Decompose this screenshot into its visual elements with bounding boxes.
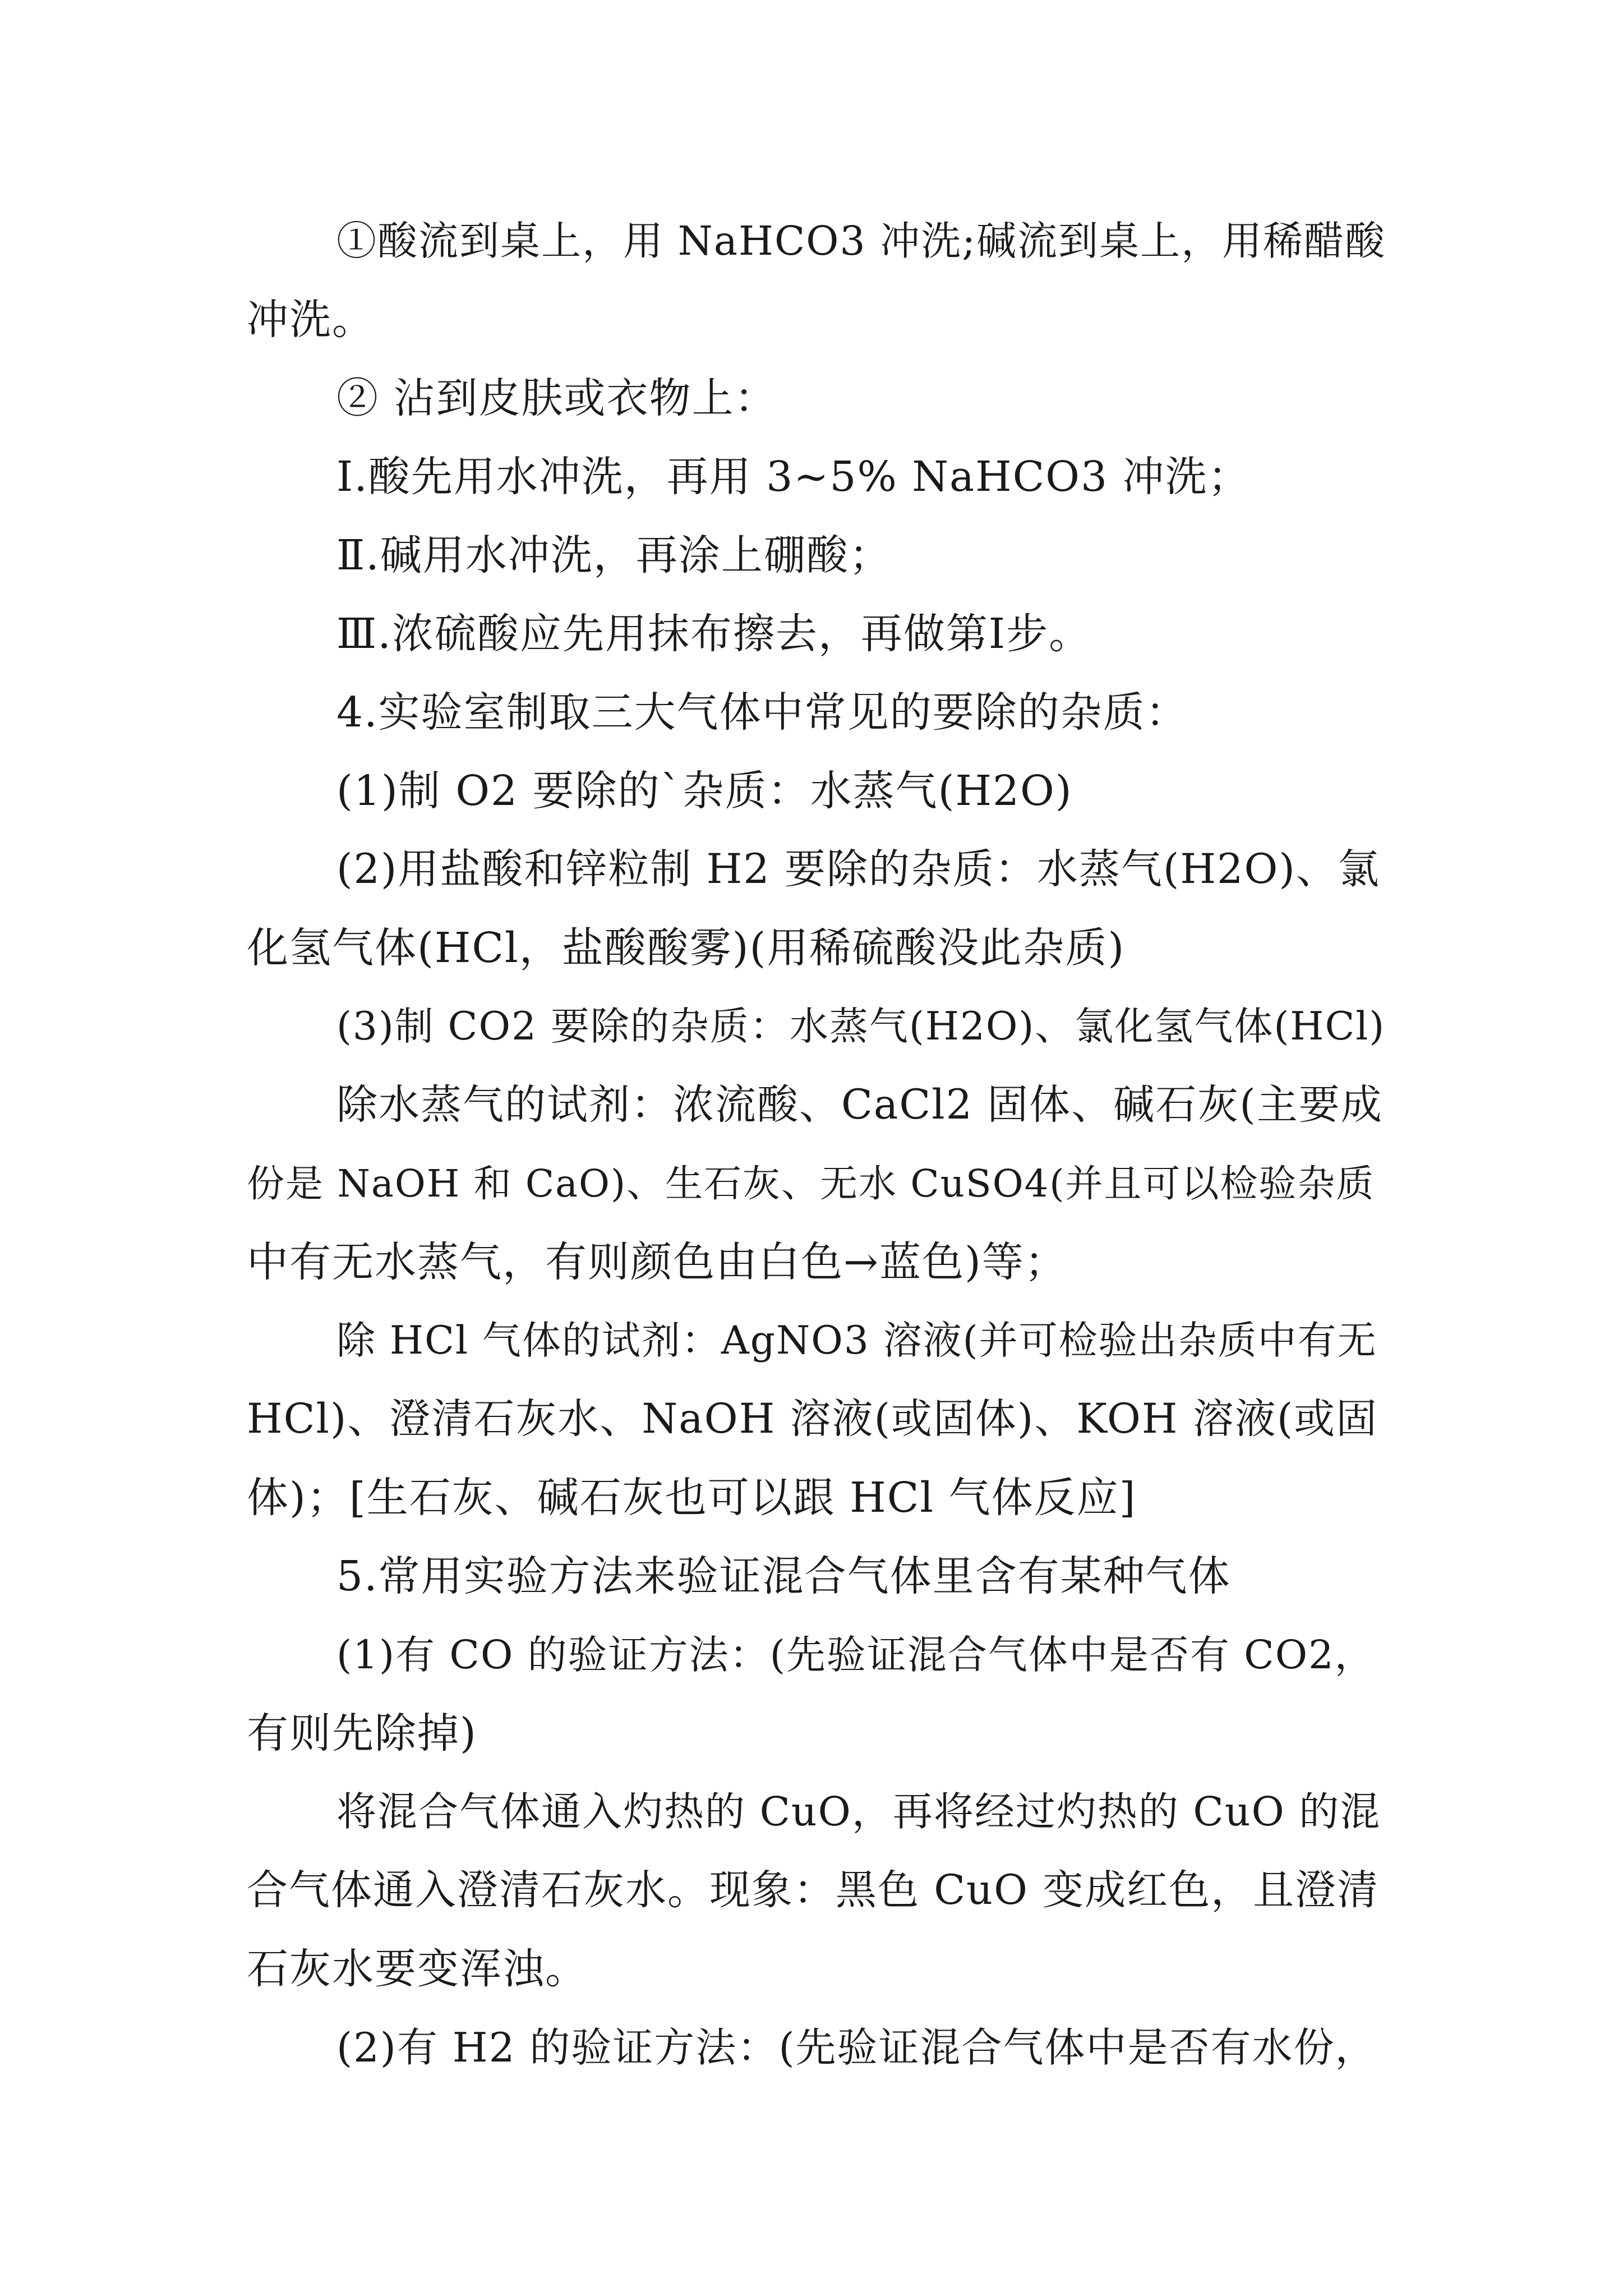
section-heading: 4.实验室制取三大气体中常见的要除的杂质： bbox=[336, 688, 1188, 737]
paragraph-line: (1)制 O2 要除的`杂质：水蒸气(H2O) bbox=[336, 767, 1073, 815]
paragraph-line: Ⅱ.碱用水冲洗，再涂上硼酸； bbox=[336, 531, 892, 579]
paragraph-line: Ⅲ.浓硫酸应先用抹布擦去，再做第Ⅰ步。 bbox=[336, 610, 1092, 658]
paragraph-line: (3)制 CO2 要除的杂质：水蒸气(H2O)、氯化氢气体(HCl) bbox=[336, 1004, 1386, 1049]
paragraph-line: (1)有 CO 的验证方法：(先验证混合气体中是否有 CO2， bbox=[336, 1632, 1375, 1678]
paragraph-line: 冲洗。 bbox=[247, 296, 375, 344]
paragraph-line: 除 HCl 气体的试剂：AgNO3 溶液(并可检验出杂质中有无 bbox=[336, 1318, 1377, 1363]
paragraph-line: 中有无水蒸气，有则颜色由白色→蓝色)等； bbox=[247, 1238, 1067, 1286]
paragraph-line: 有则先除掉) bbox=[247, 1709, 477, 1757]
paragraph-line: 体)；[生石灰、碱石灰也可以跟 HCl 气体反应] bbox=[247, 1474, 1137, 1522]
paragraph-line: 除水蒸气的试剂：浓流酸、CaCl2 固体、碱石灰(主要成 bbox=[336, 1081, 1383, 1129]
paragraph-line: (2)有 H2 的验证方法：(先验证混合气体中是否有水份， bbox=[336, 2024, 1377, 2071]
section-heading: 5.常用实验方法来验证混合气体里含有某种气体 bbox=[336, 1552, 1231, 1600]
paragraph-line: 合气体通入澄清石灰水。现象：黑色 CuO 变成红色，且澄清 bbox=[247, 1866, 1380, 1914]
paragraph-line: (2)用盐酸和锌粒制 H2 要除的杂质：水蒸气(H2O)、氯 bbox=[336, 845, 1380, 893]
paragraph-line: Ⅰ.酸先用水冲洗，再用 3~5% NaHCO3 冲洗； bbox=[336, 453, 1251, 501]
paragraph-line: ② 沾到皮肤或衣物上： bbox=[336, 374, 777, 422]
paragraph-line: 将混合气体通入灼热的 CuO，再将经过灼热的 CuO 的混 bbox=[336, 1788, 1381, 1835]
paragraph-line: 化氢气体(HCl，盐酸酸雾)(用稀硫酸没此杂质) bbox=[247, 924, 1126, 972]
paragraph-line: ①酸流到桌上，用 NaHCO3 冲洗;碱流到桌上，用稀醋酸 bbox=[336, 218, 1386, 264]
paragraph-line: 份是 NaOH 和 CaO)、生石灰、无水 CuSO4(并且可以检验杂质 bbox=[247, 1162, 1375, 1205]
paragraph-line: 石灰水要变浑浊。 bbox=[247, 1945, 588, 1993]
paragraph-line: HCl)、澄清石灰水、NaOH 溶液(或固体)、KOH 溶液(或固 bbox=[247, 1395, 1378, 1443]
